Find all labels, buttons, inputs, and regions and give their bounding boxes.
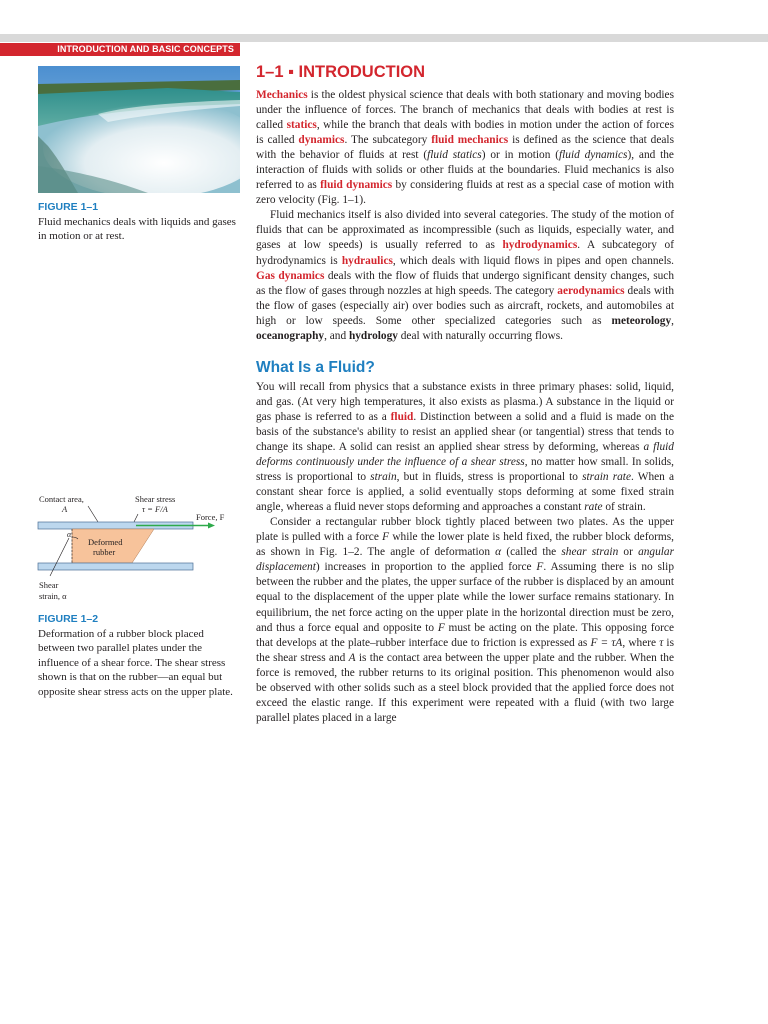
text-run: deals with the flow of fluids that undergo significant density changes, such as the flow of gases through nozzles at high speeds. The category (256, 269, 674, 297)
main-text-column (256, 62, 674, 726)
contact-area-symbol: A (62, 504, 68, 514)
text-run: ) increases in proportion to the applied force (315, 561, 537, 574)
text-run: , while the branch that deals with bodies in motion under the action of forces is called (256, 119, 674, 147)
fluid-paragraph-1 (256, 380, 674, 515)
term-strain-rate: strain rate (582, 471, 631, 484)
term-fluid: fluid (390, 410, 414, 423)
text-run: ) or in motion ( (481, 149, 559, 162)
term-rate: rate (584, 501, 603, 514)
symbol-A: A (348, 651, 356, 664)
symbol-tau: τ (659, 636, 664, 649)
shear-strain-label-1: Shear (39, 580, 59, 590)
figure-1-2-label: FIGURE 1–2 (38, 613, 99, 625)
symbol-alpha: α (495, 546, 502, 559)
text-run: . Distinction between a solid and a fluid is made on the basis of the substance's ability to resist an applied shear (or tangential) stress that tends to change its shape. A solid can resist an applied shear stress by deforming, whereas (256, 410, 675, 453)
term-fluid-dynamics-italic: fluid dynamics (559, 149, 628, 162)
figure-1-2-diagram (36, 492, 248, 607)
text-run: or (618, 546, 639, 559)
text-run: , where (622, 636, 660, 649)
text-run: is the contact area between the upper plate and the rubber. When the force is removed, the rubber returns to its original position. This phenomenon would also be observed with other solids such as a steel block provided that the applied force does not exceed the elastic range. If this experiment were repeated with a fluid (with two large parallel plates placed in a large (256, 651, 674, 724)
term-fluid-dynamics: fluid dynamics (320, 179, 393, 192)
term-gas-dynamics: Gas dynamics (256, 269, 325, 282)
figure-1-1-label: FIGURE 1–1 (38, 201, 99, 213)
term-shear-strain: shear strain (561, 546, 619, 559)
shear-stress-formula: τ = F/A (142, 504, 168, 514)
subsection-heading: What Is a Fluid? (256, 358, 375, 376)
text-run: by considering fluids at rest as a special case of motion with zero velocity (Fig. 1–1). (256, 179, 675, 207)
text-run: . A subcategory of hydrodynamics is (256, 239, 674, 267)
term-statics: statics (286, 119, 317, 132)
text-run: . Assuming there is no slip between the rubber and the plates, the upper surface of the rubber is displaced by an amount equal to the displacement of the upper plate while the lower surface remains stationary. In equilibrium, the net force acting on the upper plate in the horizontal direction must be zero, and thus a force equal and opposite to (256, 561, 675, 634)
text-run: Consider a rectangular rubber block tightly placed between two plates. As the upper plate is pulled with a force (256, 516, 674, 544)
alpha-symbol: α (67, 530, 72, 539)
text-run: deal with naturally occurring flows. (397, 329, 563, 342)
emphasis-fluid-deforms: a fluid deforms continuously under the influence of a shear stress (256, 440, 674, 469)
term-fluid-statics: fluid statics (427, 149, 482, 162)
symbol-F: F (536, 561, 544, 574)
text-run: is the shear stress and (256, 636, 674, 664)
text-run: must be acting on the plate. This opposing force that develops at the plate–rubber interface due to friction is expressed as (256, 621, 675, 649)
term-dynamics: dynamics (298, 134, 345, 147)
header-rule (0, 34, 768, 42)
term-hydrology: hydrology (348, 329, 398, 342)
text-run: (called the (501, 546, 562, 559)
force-arrowhead (208, 523, 215, 529)
text-run: You will recall from physics that a substance exists in three primary phases: solid, liquid, and gas. (At very high temperatures, it also exists as plasma.) A substance in the liquid or gas phase is referred to as a (256, 380, 674, 423)
text-run: ), and the interaction of fluids with solids or other fluids at the boundaries. Fluid mechanics is also referred to as (256, 149, 674, 192)
term-aerodynamics: aerodynamics (557, 284, 625, 297)
symbol-F: F (437, 621, 445, 634)
text-run: Fluid mechanics itself is also divided into several categories. The study of the motion of fluids that can be approximated as incompressible (such as liquids, especially water, and gases at low speeds) is usually referred to as (256, 209, 674, 252)
text-run: , no matter how small. In solids, stress is proportional to (256, 456, 674, 484)
term-meteorology: meteorology (611, 314, 672, 327)
deformed-label-1: Deformed (88, 537, 123, 547)
text-run: , and (324, 329, 349, 342)
text-run: , but in fluids, stress is proportional to (396, 471, 583, 484)
contact-area-leader (88, 506, 98, 522)
text-run: is the oldest physical science that deals with both stationary and moving bodies under the influence of forces. The branch of mechanics that deals with bodies at rest is called (256, 89, 674, 132)
deformed-label-2: rubber (93, 547, 116, 557)
lower-plate (38, 563, 193, 570)
term-hydrodynamics: hydrodynamics (502, 239, 578, 252)
force-label: Force, F (196, 512, 225, 522)
text-run: deals with the flow of gases (especially air) over bodies such as aircraft, rockets, and automobiles at high or low speeds. Some other specialized categories such as (256, 284, 674, 327)
section-heading: 1–1 ▪ INTRODUCTION (256, 63, 426, 81)
contact-area-label: Contact area, (39, 494, 84, 504)
term-mechanics: Mechanics (256, 89, 308, 101)
text-run: while the lower plate is held fixed, the rubber block deforms, as shown in Fig. 1–2. The angle of deformation (256, 531, 674, 559)
symbol-F: F (382, 531, 390, 544)
term-angular-displacement: angular displacement (256, 546, 674, 574)
text-run: , which deals with liquid flows in pipes and open channels. (392, 254, 674, 267)
term-strain: strain (370, 471, 397, 484)
shear-strain-label-2: strain, α (39, 591, 67, 601)
waterfall-photo (38, 66, 240, 193)
text-run: is defined as the science that deals with the behavior of fluids at rest ( (256, 134, 674, 162)
fluid-paragraph-2 (256, 515, 674, 726)
intro-paragraph-1 (256, 88, 674, 208)
intro-paragraph-2 (256, 208, 674, 343)
term-fluid-mechanics: fluid mechanics (431, 134, 509, 147)
text-run: , (671, 314, 674, 327)
equation-F-tau-A: F = τA (590, 636, 623, 649)
chapter-title: INTRODUCTION AND BASIC CONCEPTS (0, 43, 240, 56)
term-hydraulics: hydraulics (341, 254, 393, 267)
text-run: of strain. (602, 501, 646, 514)
term-oceanography: oceanography (256, 329, 325, 342)
figure-1-1-caption: Fluid mechanics deals with liquids and gases in motion or at rest. (38, 216, 236, 243)
text-run: . The subcategory (344, 134, 432, 147)
text-run: . When a constant shear force is applied, a solid eventually stops deforming at some fixed strain angle, whereas a fluid never stops deforming and approaches a constant (256, 471, 674, 514)
figure-1-2-caption: Deformation of a rubber block placed between two parallel plates under the influence of a shear force. The shear stress shown is that on the rubber—an equal but opposite shear stress acts on the upper plate. (38, 628, 233, 698)
shear-stress-label: Shear stress (135, 494, 176, 504)
